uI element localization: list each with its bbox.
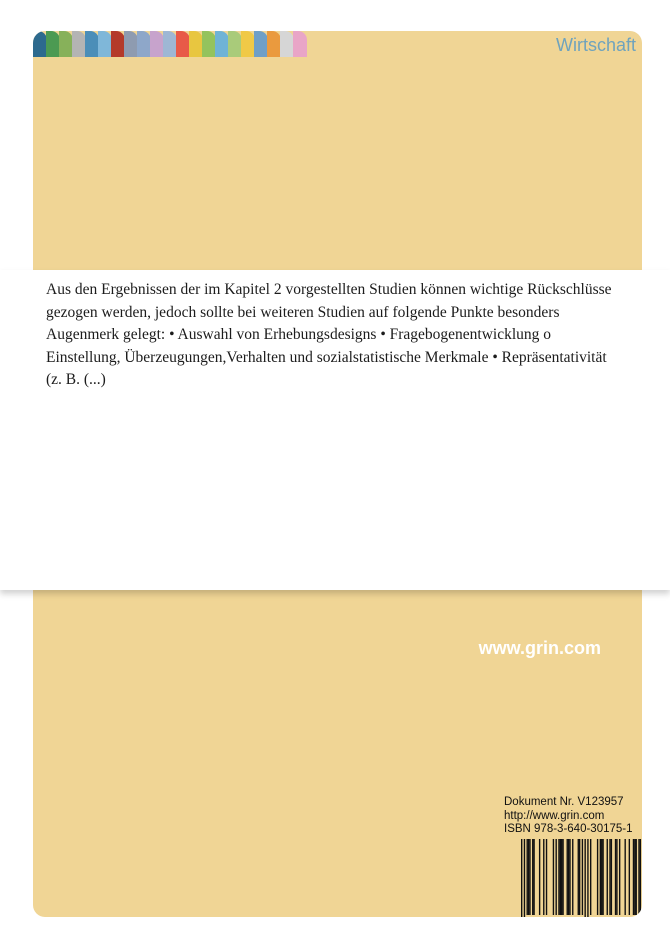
barcode-bar	[567, 839, 568, 915]
barcode-bar	[602, 839, 603, 915]
barcode-bar	[634, 839, 635, 915]
barcode-bar	[607, 839, 608, 915]
barcode-bar	[587, 839, 588, 917]
barcode-bar	[590, 839, 591, 915]
barcode-bar	[633, 839, 634, 915]
barcode-bar	[600, 839, 601, 915]
barcode-bar	[521, 839, 522, 917]
color-stripes	[33, 31, 306, 57]
color-stripe	[228, 31, 242, 57]
barcode-bar	[615, 839, 616, 915]
barcode-bar	[569, 839, 570, 915]
barcode-bar	[553, 839, 554, 915]
color-stripe	[46, 31, 60, 57]
color-stripe	[267, 31, 281, 57]
color-stripe	[111, 31, 125, 57]
isbn-barcode: 9 783640 301751	[503, 839, 642, 917]
barcode-bar	[611, 839, 612, 915]
isbn-number: ISBN 978-3-640-30175-1	[504, 823, 633, 835]
barcode-bar	[640, 839, 641, 915]
barcode-bar	[533, 839, 534, 915]
barcode-bar	[561, 839, 562, 915]
color-stripe	[241, 31, 255, 57]
barcode-bar	[560, 839, 561, 915]
barcode-bar	[616, 839, 617, 915]
book-description: Aus den Ergebnissen der im Kapitel 2 vorgestellten Studien können wichtige Rückschlüsse gezogen werden, jedoch sollte bei weiteren Studien auf folgende Punkte besonders Augenmerk gelegt: • Auswahl von Erhebungsdesigns • Fragebogenentwicklung o Einstellung, Überzeugungen,Verhalten und sozialstatistische Merkmale • Repräsentativität (z. B. (...)	[46, 281, 612, 388]
barcode-bar	[556, 839, 557, 915]
barcode-bar	[543, 839, 544, 915]
barcode-bar	[532, 839, 533, 915]
barcode-bar	[528, 839, 529, 915]
barcode-bar	[546, 839, 547, 915]
barcode-bar	[572, 839, 573, 915]
document-number: Dokument Nr. V123957	[504, 796, 624, 808]
color-stripe	[293, 31, 307, 57]
color-stripe	[33, 31, 47, 57]
color-stripe	[215, 31, 229, 57]
document-metadata	[504, 796, 633, 837]
publisher-url: http://www.grin.com	[504, 809, 605, 822]
barcode-bar	[609, 839, 610, 915]
color-stripe	[98, 31, 112, 57]
barcode-bar	[582, 839, 583, 915]
barcode-bar	[568, 839, 569, 915]
barcode-bar	[625, 839, 626, 915]
barcode-bar	[524, 839, 525, 917]
category-label: Wirtschaft	[555, 35, 636, 55]
color-stripe	[254, 31, 268, 57]
barcode-bar	[597, 839, 598, 915]
barcode-bar	[629, 839, 630, 915]
barcode-bar	[636, 839, 637, 915]
color-stripe	[72, 31, 86, 57]
color-stripe	[189, 31, 203, 57]
publisher-website: www.grin.com	[478, 638, 601, 658]
barcode-bar	[558, 839, 559, 915]
barcode-bar	[529, 839, 530, 915]
barcode-bar	[562, 839, 563, 915]
color-stripe	[176, 31, 190, 57]
barcode-bar	[579, 839, 580, 915]
barcode-bar	[638, 839, 639, 915]
color-stripe	[202, 31, 216, 57]
barcode-bar	[539, 839, 540, 915]
color-stripe	[59, 31, 73, 57]
barcode-bar	[527, 839, 528, 915]
color-stripe	[85, 31, 99, 57]
barcode-bar	[619, 839, 620, 915]
barcode-bar	[578, 839, 579, 915]
color-stripe	[150, 31, 164, 57]
color-stripe	[280, 31, 294, 57]
barcode-bar	[601, 839, 602, 915]
color-stripe	[163, 31, 177, 57]
barcode-bar	[584, 839, 585, 917]
color-stripe	[124, 31, 138, 57]
color-stripe	[137, 31, 151, 57]
